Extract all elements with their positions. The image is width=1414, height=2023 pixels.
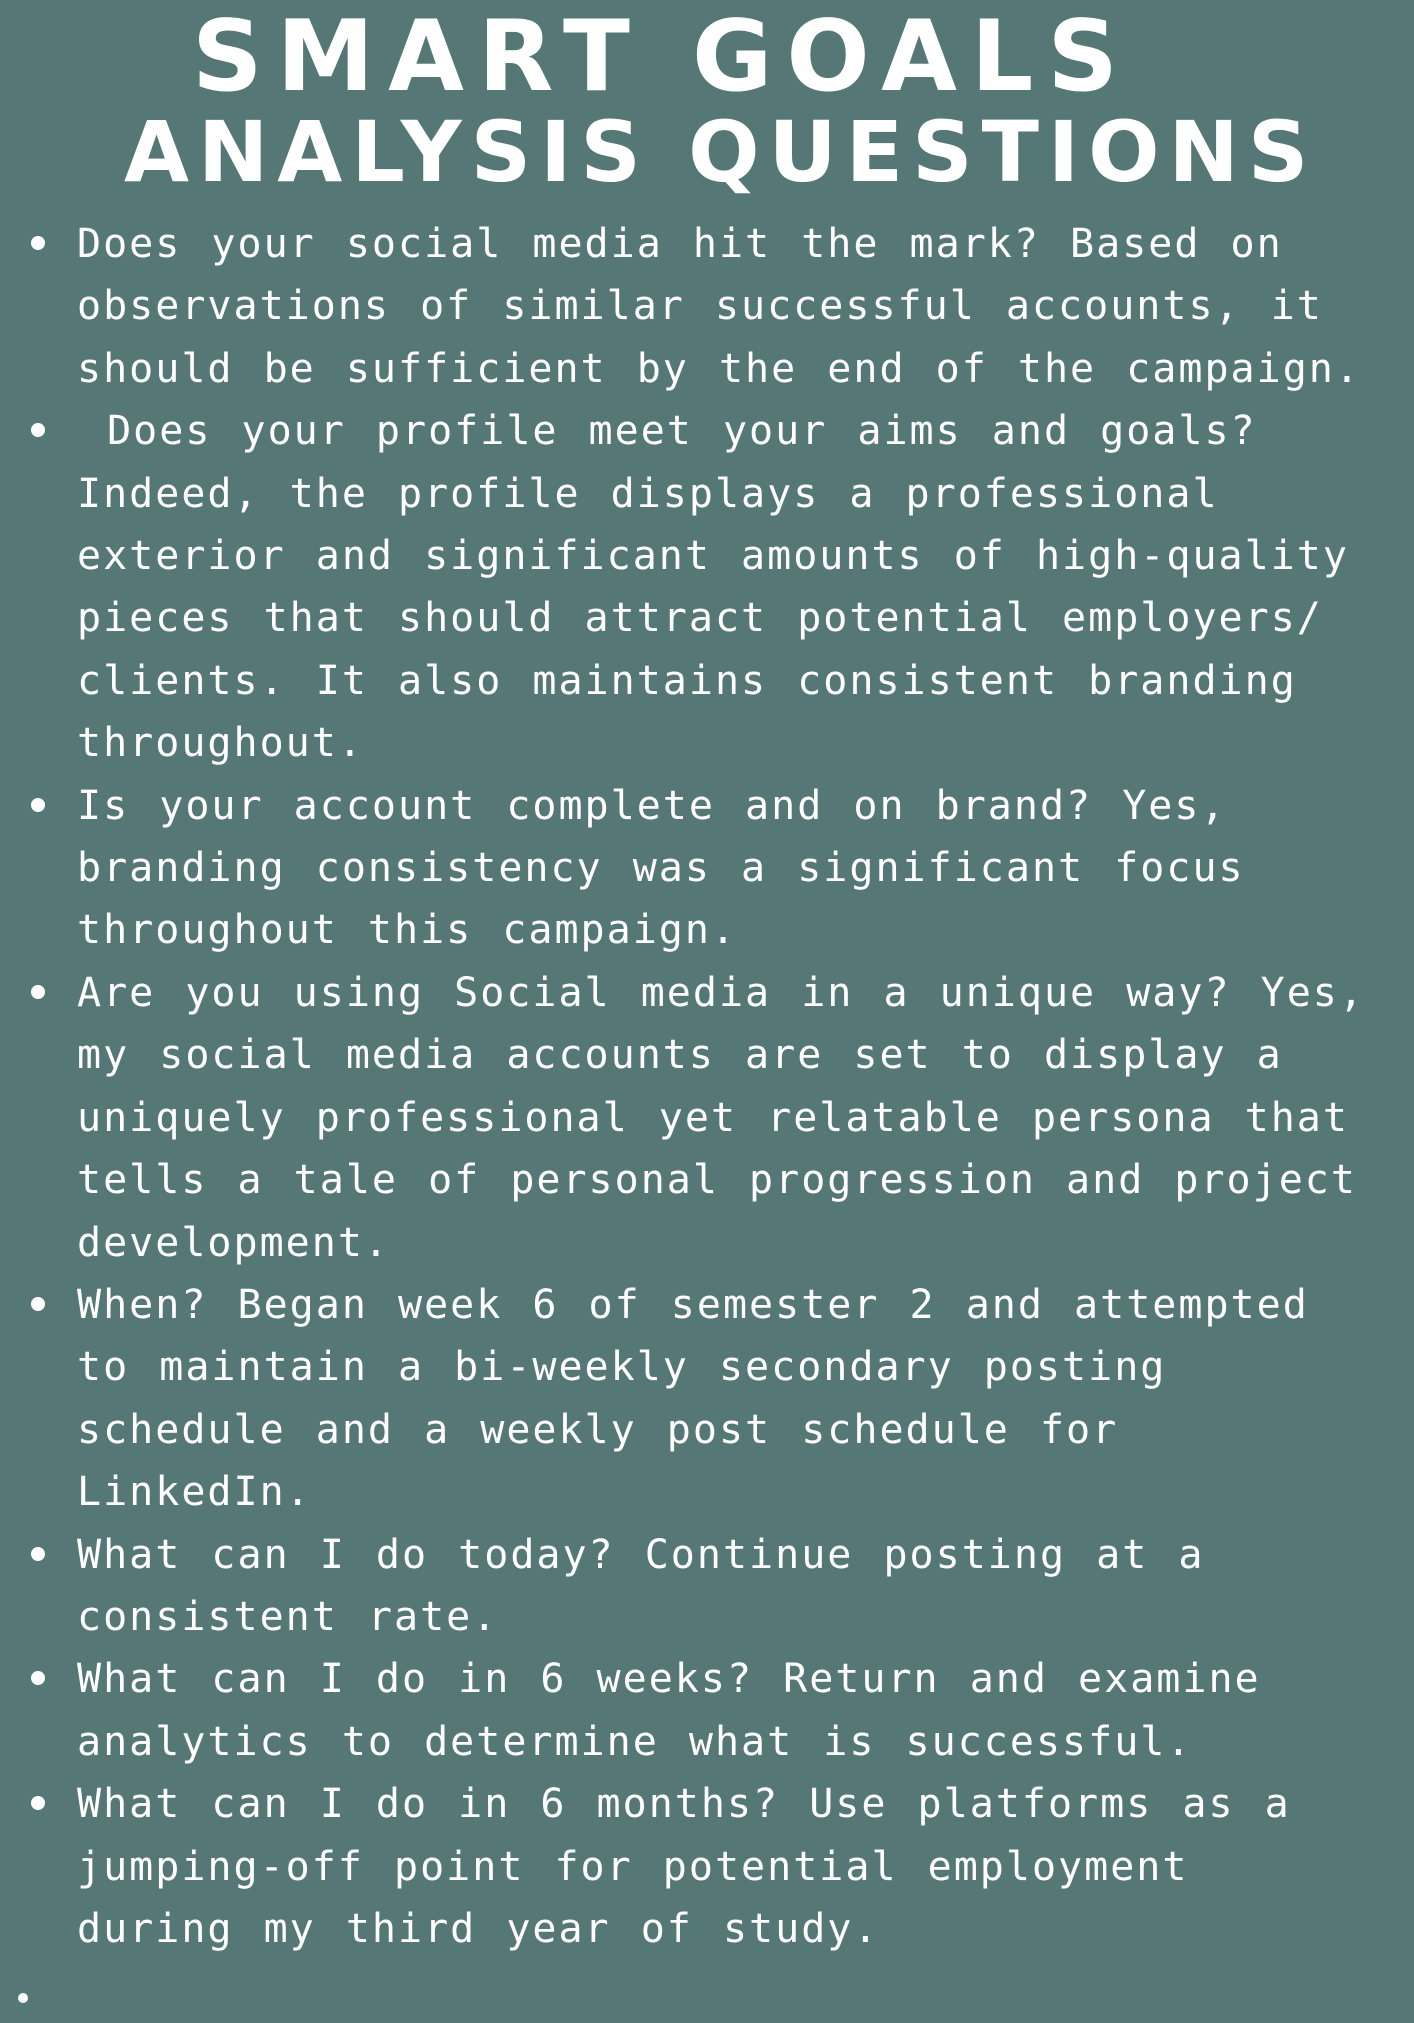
bullet-dot-icon (31, 1796, 45, 1810)
list-item-text-line: Does your social media hit the mark? Based on (77, 221, 1283, 267)
list-item-text-line: clients. It also maintains consistent branding (77, 657, 1297, 704)
title-line-analysis-questions: ANALYSIS QUESTIONS (124, 103, 1318, 201)
list-item-text-line: pieces that should attract potential employers/ (77, 595, 1323, 642)
list-item-text-line: throughout this campaign. (77, 907, 738, 954)
list-item-text-line: to maintain a bi-weekly secondary posting (77, 1344, 1167, 1391)
list-item-text-line: Is your account complete and on brand? Yes, (77, 782, 1227, 829)
list-item (0, 1773, 1414, 1960)
bullet-dot-icon (18, 1993, 28, 2003)
bullet-dot-icon (31, 1547, 45, 1561)
list-item-text-line: consistent rate. (77, 1593, 499, 1640)
bullet-dot-icon (31, 423, 45, 437)
list-item-text-line: throughout. (77, 720, 364, 767)
list-item (0, 400, 1414, 774)
list-item-text-line: observations of similar successful accounts, it (77, 283, 1323, 330)
list-item-text-line: LinkedIn. (77, 1469, 312, 1516)
bullet-dot-icon (31, 798, 45, 812)
list-item-text-line: jumping-off point for potential employment (77, 1843, 1189, 1890)
list-item (0, 775, 1414, 962)
list-item-text-line: should be sufficient by the end of the campaign. (77, 345, 1361, 392)
list-item (0, 1524, 1414, 1649)
empty-list-item (0, 1960, 1414, 2022)
list-item-text-line: When? Began week 6 of semester 2 and attempted (77, 1281, 1309, 1328)
list-item-text-line: What can I do today? Continue posting at a (77, 1531, 1205, 1578)
list-item-text-line: What can I do in 6 weeks? Return and examine (77, 1656, 1261, 1703)
bullet-dot-icon (31, 236, 45, 250)
list-item-text-line: exterior and significant amounts of high-quality (77, 533, 1349, 580)
list-item-text-line: What can I do in 6 months? Use platforms as a (77, 1781, 1291, 1828)
list-item-text-line: tells a tale of personal progression and project (77, 1157, 1357, 1204)
list-item-text-line: schedule and a weekly post schedule for (77, 1406, 1119, 1453)
bullet-dot-icon (31, 985, 45, 999)
list-item-text-line: Does your profile meet your aims and goals? (77, 408, 1257, 455)
list-item-text-line: branding consistency was a significant focus (77, 845, 1245, 892)
list-item (0, 1274, 1414, 1524)
list-item-text-line: during my third year of study. (77, 1905, 880, 1952)
list-item-text-line: Are you using Social media in a unique way? Yes, (77, 969, 1365, 1016)
question-list (0, 213, 1414, 2023)
list-item (0, 962, 1414, 1274)
title-line-smart-goals: SMART GOALS (192, 0, 1132, 114)
list-item-text-line: uniquely professional yet relatable persona that (77, 1094, 1349, 1141)
list-item-text-line: development. (77, 1219, 390, 1266)
bullet-dot-icon (31, 1297, 45, 1311)
list-item-text-line: analytics to determine what is successful. (77, 1718, 1193, 1765)
bullet-dot-icon (31, 1671, 45, 1685)
list-item-text-line: my social media accounts are set to display a (77, 1032, 1283, 1079)
list-item-text-line: Indeed, the profile displays a professional (77, 470, 1219, 517)
list-item (0, 1648, 1414, 1773)
list-item (0, 213, 1414, 400)
